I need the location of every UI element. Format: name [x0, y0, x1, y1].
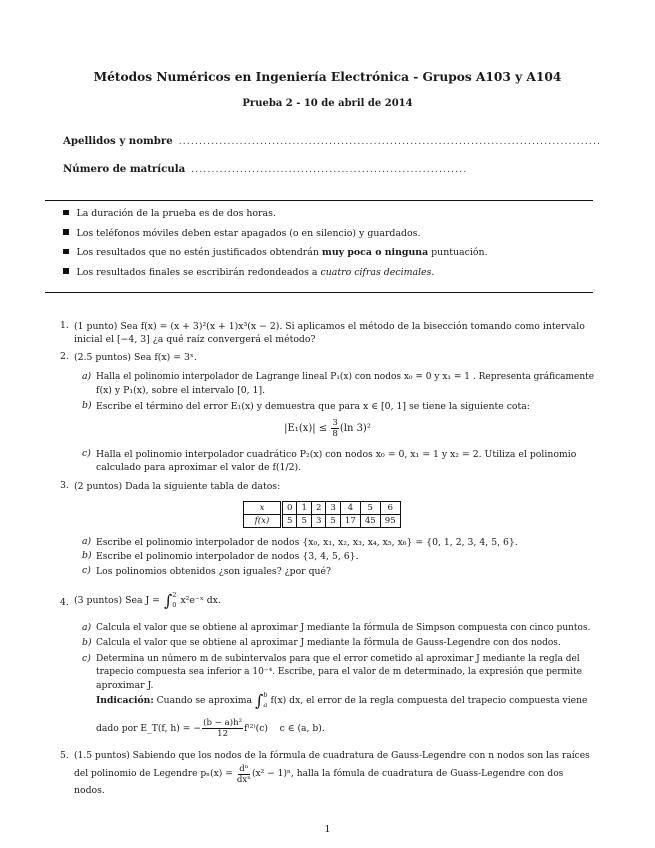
table-cell: 2: [311, 502, 325, 515]
item-label: a): [82, 536, 92, 547]
table-cell: 3: [326, 502, 340, 515]
question-2c-line-2: calculado para aproximar el valor de f(1/2).: [96, 462, 302, 473]
data-table: [243, 501, 401, 528]
item-label: c): [82, 448, 91, 459]
question-2a-line-1: Halla el polinomio interpolador de Lagrange lineal P₁(x) con nodos x₀ = 0 y x₁ = 1 . Representa gráficamente: [96, 372, 595, 382]
question-3b-line-1: Escribe el polinomio interpolador de nodos {3, 4, 5, 6}.: [96, 551, 359, 562]
page-title: Métodos Numéricos en Ingeniería Electrónica - Grupos A103 y A104: [93, 70, 562, 84]
question-2b-line-1: Escribe el término del error E₁(x) y demuestra que para x ∈ [0, 1] se tiene la siguiente cota:: [96, 401, 530, 412]
name-dotted-line: ........................................................................................................: [178, 137, 602, 147]
question-5-line-1: (1.5 puntos) Sabiendo que los nodos de la fórmula de cuadratura de Gauss-Legendre con n nodos son las raíces: [74, 751, 590, 761]
bullet-icon: [63, 229, 69, 235]
integral-sign: ∫ 2 0: [163, 590, 177, 610]
table-cell: 0: [282, 502, 297, 515]
id-field: [63, 163, 593, 175]
item-label: c): [82, 653, 91, 664]
item-label: a): [82, 371, 92, 382]
table-cell: 6: [380, 502, 400, 515]
item-label: b): [82, 400, 92, 411]
item-label: b): [82, 550, 92, 561]
question-number: 2.: [60, 351, 69, 362]
item-label: c): [82, 565, 91, 576]
exam-subtitle: Prueba 2 - 10 de abril de 2014: [242, 98, 413, 109]
question-4b-line-1: Calcula el valor que se obtiene al aproximar J mediante la fórmula de Gauss-Legendre con dos nodos.: [96, 638, 561, 648]
top-rule: [45, 200, 593, 201]
table-cell: 5: [326, 515, 340, 528]
question-4c-line-3: aproximar J.: [96, 680, 154, 691]
bottom-rule: [45, 292, 593, 293]
question-1-line-1: (1 punto) Sea f(x) = (x + 3)²(x + 1)x³(x − 2). Si aplicamos el método de la bisección tomando como intervalo: [74, 321, 585, 332]
question-4c-line-2: trapecio compuesta sea inferior a 10⁻⁴. Escribe, para el valor de m determinado, la expresión que permite: [96, 667, 582, 677]
id-label: Número de matrícula: [63, 163, 186, 175]
instruction-item: Los teléfonos móviles deben estar apagados (o en silencio) y guardados.: [63, 228, 583, 248]
question-4c-line-1: Determina un número m de subintervalos para que el error cometido al aproximar J mediante la regla del: [96, 654, 580, 664]
question-1-line-2: inicial el [−4, 3] ¿a qué raíz convergerá el método?: [74, 334, 316, 345]
question-number: 5.: [60, 750, 69, 761]
question-3-line-1: (2 puntos) Dada la siguiente tabla de datos:: [74, 481, 281, 492]
table-cell: 45: [360, 515, 380, 528]
question-number: 3.: [60, 480, 69, 491]
instruction-item: Los resultados finales se escribirán redondeados a cuatro cifras decimales.: [63, 267, 583, 287]
id-dotted-line: ....................................................................: [191, 165, 468, 175]
question-4-statement: (3 puntos) Sea J = ∫ 2 0 x²e⁻ˣ dx.: [74, 590, 221, 610]
question-5-line-2: del polinomio de Legendre pₙ(x) = $\frac{\text{dⁿ}}{\text{dxⁿ}}$ (x² − 1)ⁿ, halla la fómula de cuadratura de Guass-Legendre con dos: [74, 764, 564, 785]
integral-sign: ∫ b a: [255, 690, 268, 710]
table-cell: 3: [311, 515, 325, 528]
instructions-list: [63, 208, 583, 286]
question-5-line-3: nodos.: [74, 785, 105, 796]
bullet-icon: [63, 268, 69, 274]
table-cell: 17: [340, 515, 360, 528]
item-label: a): [82, 622, 92, 633]
table-header-cell: x: [244, 502, 282, 515]
bullet-icon: [63, 210, 69, 216]
instruction-item: Los resultados que no estén justificados obtendrán muy poca o ninguna puntuación.: [63, 247, 583, 267]
question-3c-line-1: Los polinomios obtenidos ¿son iguales? ¿por qué?: [96, 566, 332, 577]
question-4a-line-1: Calcula el valor que se obtiene al aproximar J mediante la fórmula de Simpson compuesta con cinco puntos.: [96, 623, 591, 633]
table-header-cell: f(x): [244, 515, 282, 528]
question-2-line-1: (2.5 puntos) Sea f(x) = 3ˣ.: [74, 352, 197, 363]
question-number: 1.: [60, 320, 69, 331]
bullet-icon: [63, 249, 69, 255]
instruction-item: La duración de la prueba es de dos horas.: [63, 208, 583, 228]
hint-line-2: dado por E_T(f, h) = − $\frac{\text{(b − a)h²}}{12}$ f⁽²⁾(c) c ∈ (a, b).: [96, 718, 325, 739]
table-row: [244, 515, 401, 528]
table-cell: 5: [297, 515, 311, 528]
table-cell: 95: [380, 515, 400, 528]
question-2a-line-2: f(x) y P₁(x), sobre el intervalo [0, 1].: [96, 385, 266, 396]
item-label: b): [82, 637, 92, 648]
table-cell: 5: [360, 502, 380, 515]
table-cell: 5: [282, 515, 297, 528]
page-number: 1: [324, 824, 331, 835]
table-row: [244, 502, 401, 515]
question-2c-line-1: Halla el polinomio interpolador cuadrático P₂(x) con nodos x₀ = 0, x₁ = 1 y x₂ = 2. Utiliza el polinomio: [96, 449, 577, 460]
name-field: [63, 135, 602, 147]
table-cell: 4: [340, 502, 360, 515]
question-number: 4.: [60, 597, 69, 608]
hint-line-1: Indicación: Cuando se aproxima ∫ b a f(x) dx, el error de la regla compuesta del trapecio compuesta viene: [96, 690, 588, 710]
table-cell: 1: [297, 502, 311, 515]
error-bound-formula: |E₁(x)| ≤ $\frac{3}{8}$ (ln 3)²: [284, 418, 371, 439]
question-3a-line-1: Escribe el polinomio interpolador de nodos {x₀, x₁, x₂, x₃, x₄, x₅, x₆} = {0, 1, 2, 3, 4, 5, 6}.: [96, 537, 518, 548]
name-label: Apellidos y nombre: [63, 135, 173, 147]
